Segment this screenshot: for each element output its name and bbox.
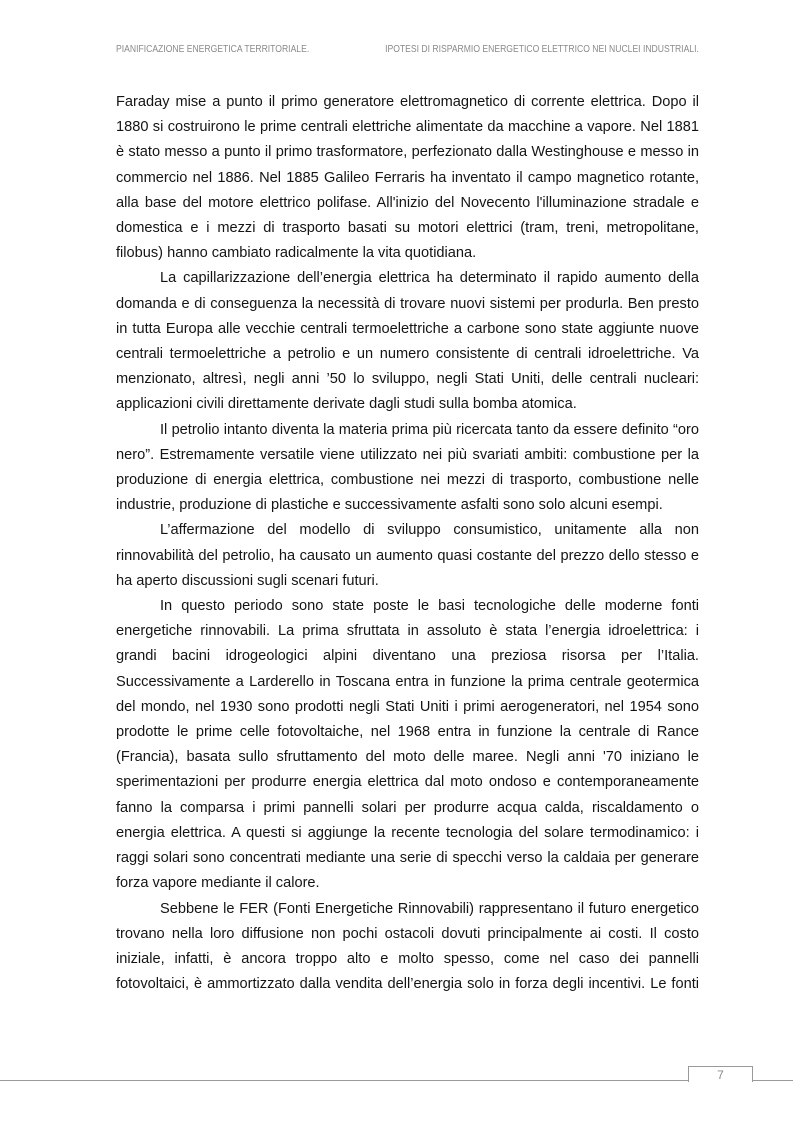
paragraph-5: In questo periodo sono state poste le basi tecnologiche delle moderne fonti energetiche rinnovabili. La prima sfruttata in assoluto è stata l’energia idroelettrica: i grandi bacini idrogeologici alpini diventano una preziosa risorsa per l’Italia. Successivamente a Larderello in Toscana entra in funzione la prima centrale geotermica del mondo, nel 1930 sono prodotti negli Stati Uniti i primi aerogeneratori, nel 1954 sono prodotte le prime celle fotovoltaiche, nel 1968 entra in funzione la centrale di Rance (Francia), basata sullo sfruttamento del moto delle maree. Negli anni '70 iniziano le sperimentazioni per produrre energia elettrica dal moto ondoso e contemporaneamente fanno la comparsa i primi pannelli solari per produrre acqua calda, riscaldamento o energia elettrica. A questi si aggiunge la recente tecnologia del solare termodinamico: i raggi solari sono concentrati mediante una serie di specchi verso la caldaia per generare forza vapore mediante il calore. xyxy=(116,598,699,892)
header-section-title: IPOTESI DI RISPARMIO ENERGETICO ELETTRICO NEI NUCLEI INDUSTRIALI. xyxy=(385,44,699,55)
body-text xyxy=(116,90,699,997)
page-number-box xyxy=(688,1066,753,1082)
footer-rule xyxy=(0,1080,793,1081)
paragraph-1: Faraday mise a punto il primo generatore elettromagnetico di corrente elettrica. Dopo il 1880 si costruirono le prime centrali elettriche alimentate da macchine a vapore. Nel 1881 è stato messo a punto il primo trasformatore, perfezionato dalla Westinghouse e messo in commercio nel 1886. Nel 1885 Galileo Ferraris ha inventato il campo magnetico rotante, alla base del motore elettrico polifase. All'inizio del Novecento l'illuminazione stradale e domestica e i mezzi di trasporto basati su motori elettrici (tram, treni, metropolitane, filobus) hanno cambiato radicalmente la vita quotidiana. xyxy=(116,94,699,262)
paragraph-2: La capillarizzazione dell’energia elettrica ha determinato il rapido aumento della domanda e di conseguenza la necessità di trovare nuovi sistemi per produrla. Ben presto in tutta Europa alle vecchie centrali termoelettriche a carbone sono state aggiunte nuove centrali termoelettriche a petrolio e un numero consistente di centrali idroelettriche. Va menzionato, altresì, negli anni ’50 lo sviluppo, negli Stati Uniti, delle centrali nucleari: applicazioni civili direttamente derivate dagli studi sulla bomba atomica. xyxy=(116,270,699,413)
paragraph-3: Il petrolio intanto diventa la materia prima più ricercata tanto da essere definito “oro nero”. Estremamente versatile viene utilizzato nei più svariati ambiti: combustione per la produzione di energia elettrica, combustione nei mezzi di trasporto, combustione nelle industrie, produzione di plastiche e successivamente asfalti sono solo alcuni esempi. xyxy=(116,421,699,514)
paragraph-4: L’affermazione del modello di sviluppo consumistico, unitamente alla non rinnovabilità del petrolio, ha causato un aumento quasi costante del prezzo dello stesso e ha aperto discussioni sugli scenari futuri. xyxy=(116,522,699,589)
paragraph-6: Sebbene le FER (Fonti Energetiche Rinnovabili) rappresentano il futuro energetico trovano nella loro diffusione non pochi ostacoli dovuti principalmente ai costi. Il costo iniziale, infatti, è ancora troppo alto e molto spesso, come nel caso dei pannelli fotovoltaici, è ammortizzato dalla vendita dell’energia solo in forza degli incentivi. Le fonti xyxy=(116,900,699,993)
page-header xyxy=(116,44,699,60)
header-document-title: PIANIFICAZIONE ENERGETICA TERRITORIALE. xyxy=(116,44,310,55)
page-number: 7 xyxy=(717,1068,724,1082)
